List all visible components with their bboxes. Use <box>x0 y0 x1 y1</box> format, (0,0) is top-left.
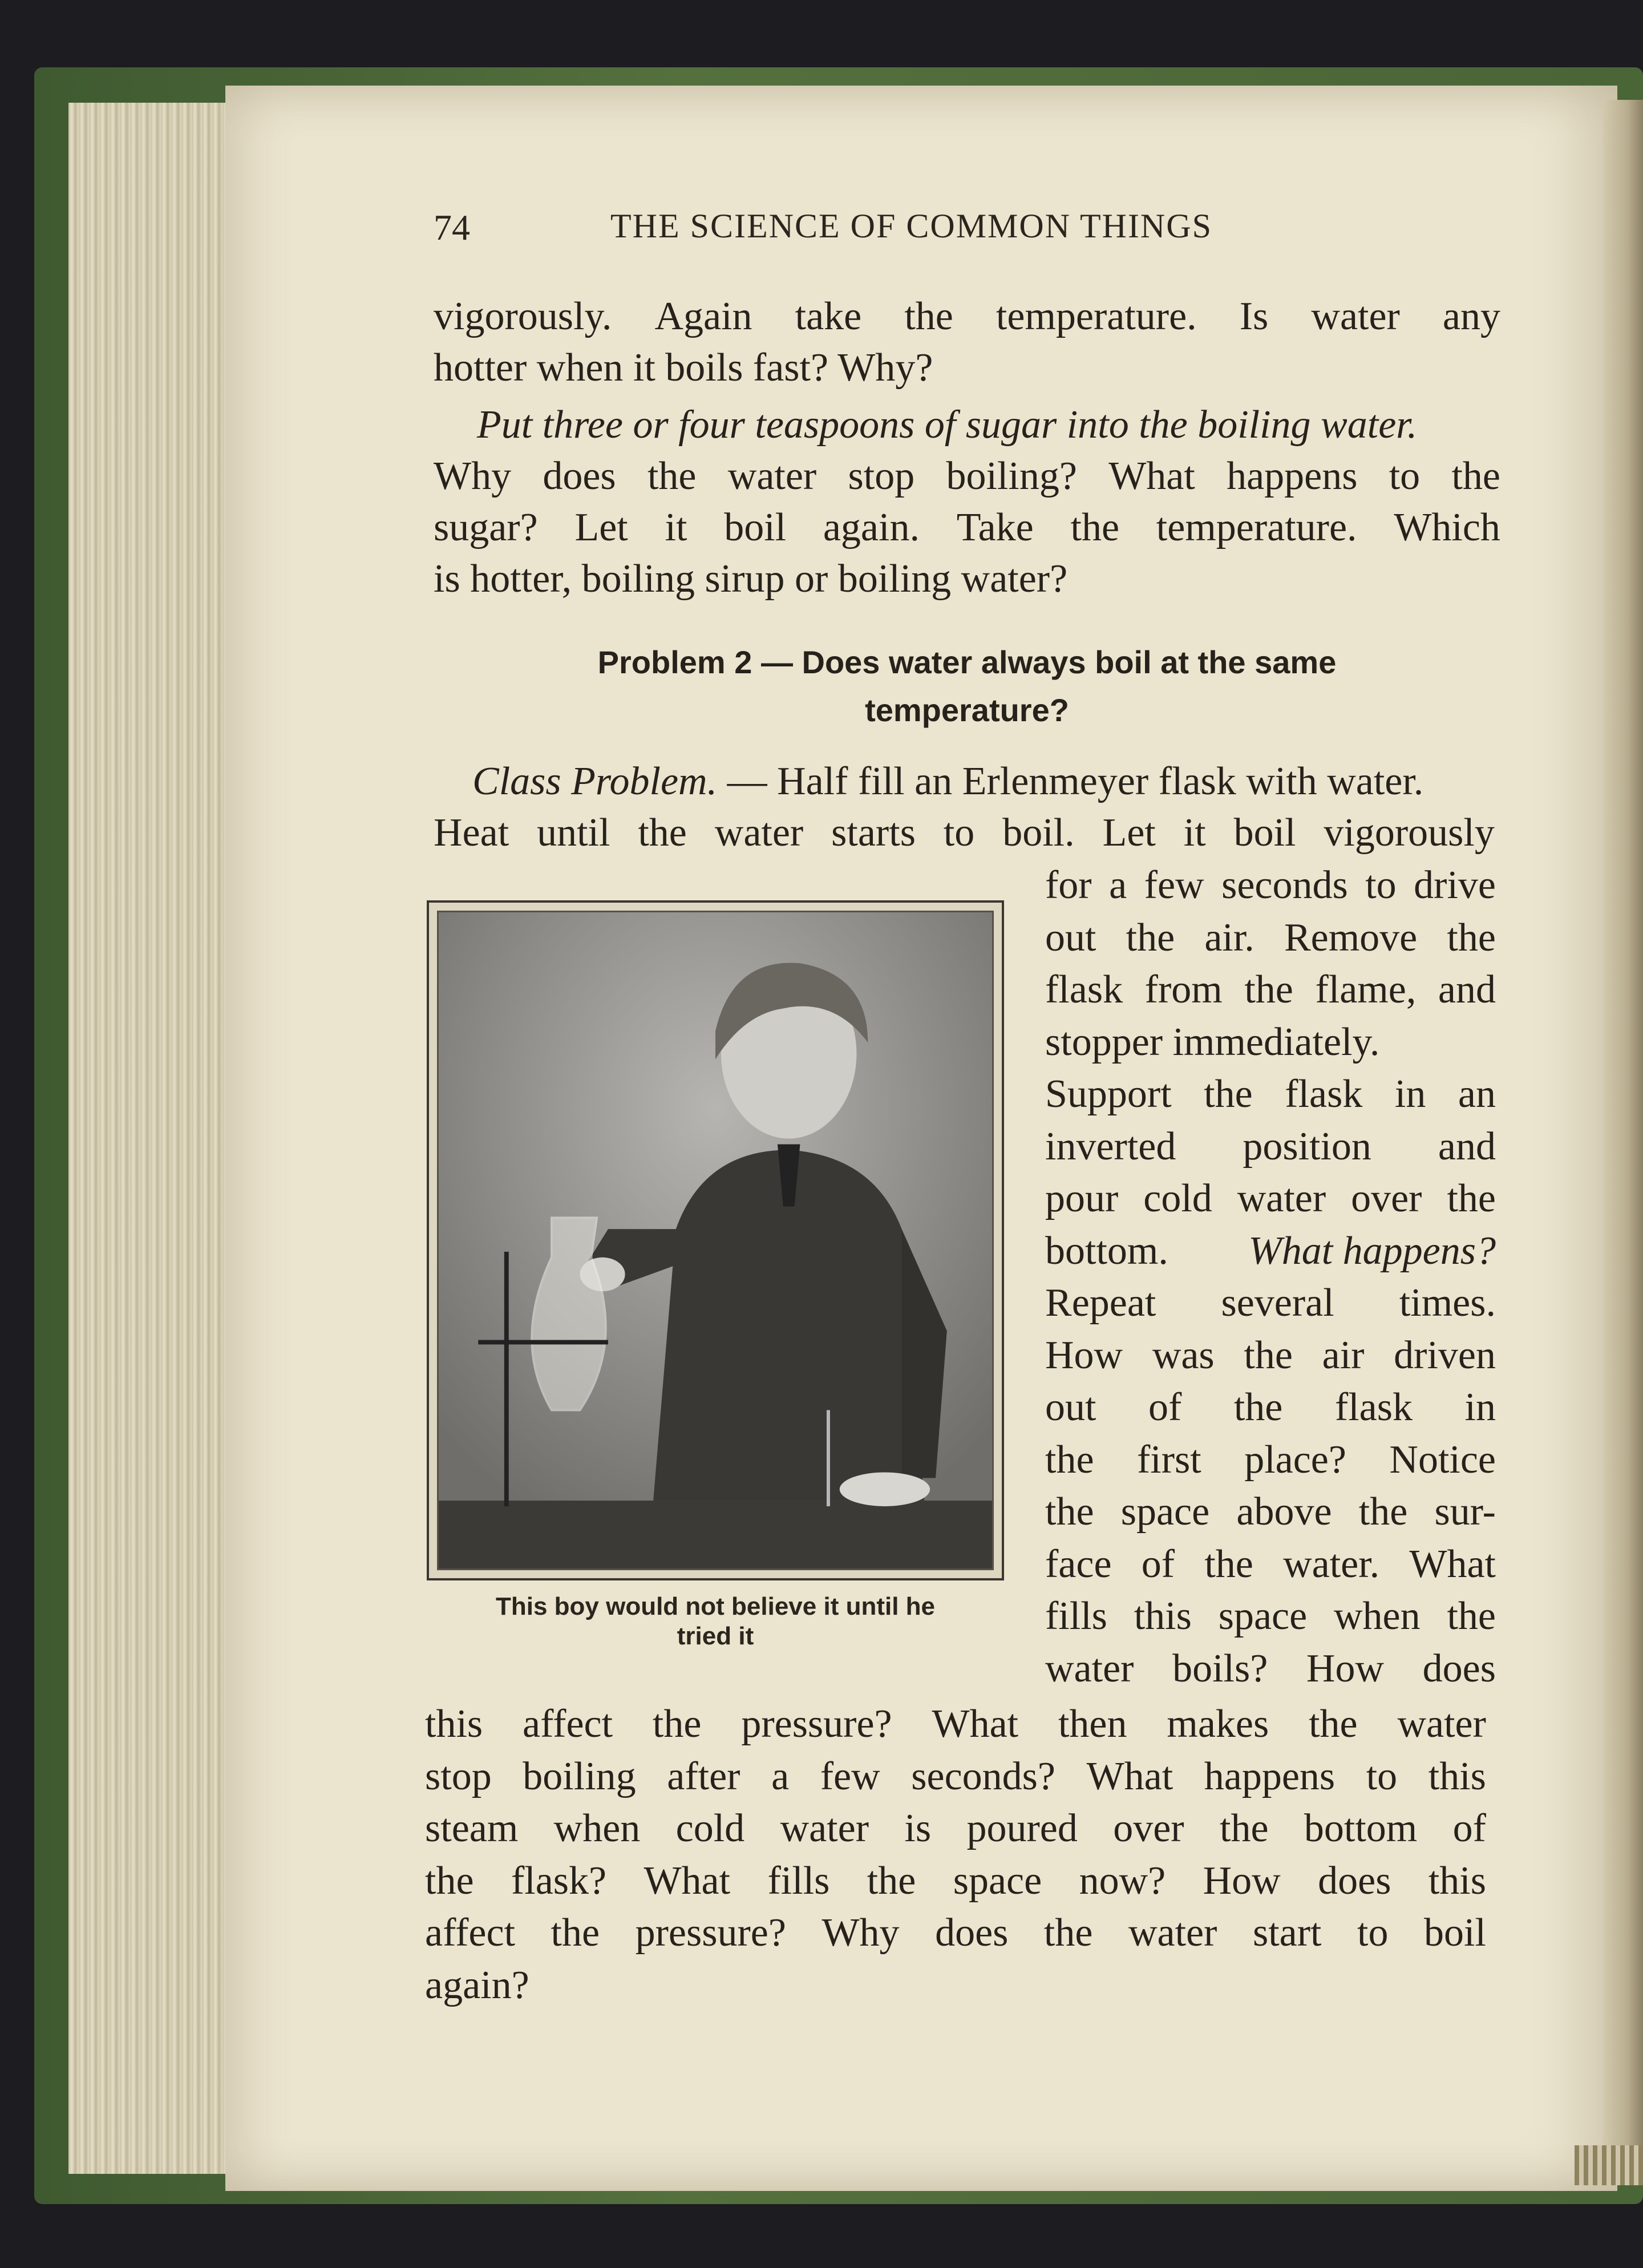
word: water <box>1397 1702 1486 1746</box>
word: Why <box>434 454 512 498</box>
side-text-line <box>1045 1176 1496 1222</box>
text-line <box>425 1963 529 2008</box>
word: flask? <box>511 1859 607 1903</box>
text-line <box>434 505 1500 551</box>
word: poured <box>966 1806 1078 1850</box>
side-text-line <box>1045 1072 1496 1117</box>
word: Which <box>1394 506 1500 549</box>
word: the <box>1244 1333 1293 1377</box>
word: Again <box>654 294 752 338</box>
word: for <box>1045 863 1092 907</box>
word: water <box>727 454 817 498</box>
text-line <box>425 1806 1486 1851</box>
class-problem-text: — Half fill an Erlenmeyer flask with water. <box>717 759 1424 803</box>
word: does <box>1318 1859 1391 1903</box>
figure-caption-line2: tried it <box>677 1622 754 1650</box>
word: flame, <box>1315 968 1417 1012</box>
word: boiling? <box>946 454 1077 498</box>
word: when <box>1333 1594 1421 1638</box>
side-text-line <box>1045 1594 1496 1639</box>
word: makes <box>1167 1702 1269 1746</box>
text-line <box>434 294 1500 339</box>
word: until <box>537 811 610 855</box>
word: the <box>1447 916 1496 960</box>
word: the <box>1233 1385 1283 1429</box>
word: the <box>647 454 697 498</box>
figure-caption-line1: This boy would not believe it until he <box>495 1592 936 1620</box>
word: first <box>1136 1438 1201 1482</box>
word: starts <box>831 811 916 855</box>
side-text-line <box>1045 1542 1496 1587</box>
word: cold <box>675 1806 745 1850</box>
word: affect <box>523 1702 613 1746</box>
class-problem-label: Class Problem. <box>472 759 718 803</box>
word: drive <box>1414 863 1496 907</box>
word: face <box>1045 1542 1112 1586</box>
word: water <box>1128 1911 1217 1955</box>
word: to <box>1389 454 1421 498</box>
word: Let <box>574 506 628 549</box>
word: What <box>644 1859 731 1903</box>
photo-illustration <box>439 912 992 1568</box>
problem-heading-line2: temperature? <box>865 692 1069 728</box>
page-number: 74 <box>434 207 470 248</box>
word: over <box>1351 1177 1422 1220</box>
word: What <box>1409 1542 1496 1586</box>
word: from <box>1144 968 1223 1012</box>
word: out <box>1045 1385 1096 1429</box>
word: boil <box>1233 811 1296 855</box>
word: vigorously <box>1324 811 1495 855</box>
word: does <box>935 1911 1009 1955</box>
word: times. <box>1399 1281 1496 1325</box>
word: How <box>1045 1333 1123 1377</box>
word: to <box>1357 1911 1389 1955</box>
word: this <box>1428 1859 1486 1903</box>
word: seconds <box>1221 863 1348 907</box>
word: the <box>1220 1806 1269 1850</box>
word: water <box>714 811 804 855</box>
word: the <box>551 1911 600 1955</box>
word: the <box>904 294 953 338</box>
word: out <box>1045 916 1096 960</box>
word: temperature. <box>1156 506 1357 549</box>
word: and <box>1438 968 1496 1012</box>
word: above <box>1236 1490 1332 1534</box>
word: to <box>943 811 975 855</box>
word: place? <box>1244 1438 1346 1482</box>
word: the <box>1358 1490 1408 1534</box>
word: the <box>1070 506 1120 549</box>
running-title: THE SCIENCE OF COMMON THINGS <box>610 207 1212 245</box>
word: it <box>665 506 687 549</box>
word: a <box>771 1754 790 1798</box>
word: boil. <box>1002 811 1075 855</box>
word: after <box>667 1754 740 1798</box>
side-text-line <box>1045 1228 1496 1274</box>
word: stop <box>848 454 915 498</box>
page-edges-right <box>1603 100 1643 2182</box>
word: Repeat <box>1045 1281 1156 1325</box>
word: the <box>1447 1594 1496 1638</box>
word: water <box>1237 1177 1326 1220</box>
word: driven <box>1394 1333 1496 1377</box>
word: start <box>1252 1911 1322 1955</box>
word: was <box>1152 1333 1215 1377</box>
word: several <box>1221 1281 1334 1325</box>
word: How <box>1306 1647 1385 1691</box>
word: space <box>1218 1594 1308 1638</box>
word: does <box>543 454 616 498</box>
side-text-line <box>1045 1489 1496 1535</box>
side-text-line <box>1045 1333 1496 1378</box>
word: of <box>1141 1542 1175 1586</box>
word: flask <box>1334 1385 1413 1429</box>
word: boiling <box>523 1754 636 1798</box>
word: space <box>953 1859 1042 1903</box>
word: take <box>795 294 862 338</box>
word: and <box>1438 1125 1496 1169</box>
word: Heat <box>434 811 509 855</box>
word: the <box>1204 1542 1253 1586</box>
word: in <box>1394 1072 1426 1116</box>
text-line <box>434 556 1067 602</box>
word: the <box>1204 1072 1253 1116</box>
class-problem-line <box>472 759 1494 804</box>
word: is <box>904 1806 932 1850</box>
word: the <box>425 1859 474 1903</box>
word: to <box>1365 863 1397 907</box>
word: Support <box>1045 1072 1172 1116</box>
word: is hotter, boiling sirup or boiling water? <box>434 557 1068 601</box>
word: flask <box>1045 968 1123 1012</box>
word: few <box>820 1754 880 1798</box>
side-text-line <box>1045 1385 1496 1430</box>
word: happens <box>1227 454 1358 498</box>
word: stop <box>425 1754 492 1798</box>
word: pour <box>1045 1177 1119 1220</box>
word: Why <box>822 1911 900 1955</box>
word: steam <box>425 1806 519 1850</box>
word: boil <box>724 506 787 549</box>
word: water <box>780 1806 869 1850</box>
word: cold <box>1143 1177 1212 1220</box>
word: any <box>1442 294 1500 338</box>
word: water <box>1045 1647 1134 1691</box>
word: when <box>553 1806 641 1850</box>
word: Let <box>1102 811 1156 855</box>
side-text-line <box>1045 967 1496 1013</box>
figure-photo <box>427 900 1004 1580</box>
word: to <box>1366 1754 1398 1798</box>
text-line <box>425 1754 1486 1800</box>
word: stopper immediately. <box>1045 1020 1380 1064</box>
word: bottom. <box>1045 1229 1168 1273</box>
word: temperature. <box>995 294 1197 338</box>
text-line <box>425 1910 1486 1956</box>
word: What <box>1086 1754 1173 1798</box>
text-line <box>434 345 933 391</box>
word: the <box>1244 968 1293 1012</box>
side-text-line <box>1045 915 1496 961</box>
word: this <box>1134 1594 1192 1638</box>
word: this <box>425 1702 483 1746</box>
photo-boy-with-flask <box>437 911 994 1570</box>
word: How <box>1203 1859 1281 1903</box>
word: fills <box>1045 1594 1107 1638</box>
word: the <box>1309 1702 1358 1746</box>
word: bottom <box>1304 1806 1418 1850</box>
word: pressure? <box>741 1702 892 1746</box>
word: water <box>1311 294 1400 338</box>
word: over <box>1113 1806 1184 1850</box>
word: air <box>1322 1333 1365 1377</box>
side-text-line <box>1045 1437 1496 1483</box>
text-line <box>434 810 1495 856</box>
side-text-line <box>1045 1280 1496 1326</box>
word: sugar? <box>434 506 538 549</box>
word: seconds? <box>911 1754 1055 1798</box>
word: the <box>1045 1438 1094 1482</box>
figure-caption <box>427 1592 1004 1651</box>
word: it <box>1183 811 1206 855</box>
word: then <box>1058 1702 1127 1746</box>
word: the <box>1045 1490 1094 1534</box>
word: the <box>652 1702 702 1746</box>
word: Remove <box>1284 916 1418 960</box>
word: of <box>1452 1806 1486 1850</box>
page-edges-right-bottom <box>1575 2145 1643 2185</box>
word: position <box>1243 1125 1371 1169</box>
word: air. <box>1204 916 1254 960</box>
text-line <box>425 1701 1486 1747</box>
word: pressure? <box>635 1911 786 1955</box>
word: Take <box>956 506 1034 549</box>
word: an <box>1458 1072 1496 1116</box>
word: What <box>932 1702 1019 1746</box>
word: happens <box>1204 1754 1336 1798</box>
word: the <box>1126 916 1175 960</box>
word: again. <box>823 506 920 549</box>
word: affect <box>425 1911 516 1955</box>
word: few <box>1144 863 1204 907</box>
word: the <box>1451 454 1500 498</box>
side-text-line <box>1045 863 1496 908</box>
problem-heading-line1: Problem 2 — Does water always boil at the same <box>597 644 1337 680</box>
word: What happens? <box>1248 1229 1496 1273</box>
word: the <box>867 1859 916 1903</box>
word: the <box>1447 1177 1496 1220</box>
word: Notice <box>1389 1438 1496 1482</box>
word: space <box>1120 1490 1210 1534</box>
side-text-line <box>1045 1124 1496 1170</box>
side-text-line <box>1045 1020 1379 1065</box>
word: this <box>1428 1754 1486 1798</box>
text-line <box>434 454 1500 499</box>
word: now? <box>1079 1859 1166 1903</box>
word: the <box>1043 1911 1093 1955</box>
word: the <box>638 811 687 855</box>
word: sur- <box>1434 1490 1496 1534</box>
word: hotter when it boils fast? Why? <box>434 346 933 390</box>
word: a <box>1109 863 1127 907</box>
word: does <box>1422 1647 1496 1691</box>
word: boils? <box>1172 1647 1268 1691</box>
word: of <box>1148 1385 1182 1429</box>
word: flask <box>1285 1072 1363 1116</box>
word: boil <box>1424 1911 1486 1955</box>
text-line <box>425 1858 1486 1904</box>
word: Is <box>1239 294 1269 338</box>
word: inverted <box>1045 1125 1176 1169</box>
word: in <box>1464 1385 1496 1429</box>
word: vigorously. <box>434 294 612 338</box>
word: fills <box>767 1859 830 1903</box>
word: water. <box>1283 1542 1380 1586</box>
word: again? <box>425 1963 529 2007</box>
side-text-line <box>1045 1646 1496 1692</box>
italic-instruction: Put three or four teaspoons of sugar into the boiling water. <box>477 403 1418 447</box>
word: What <box>1108 454 1195 498</box>
